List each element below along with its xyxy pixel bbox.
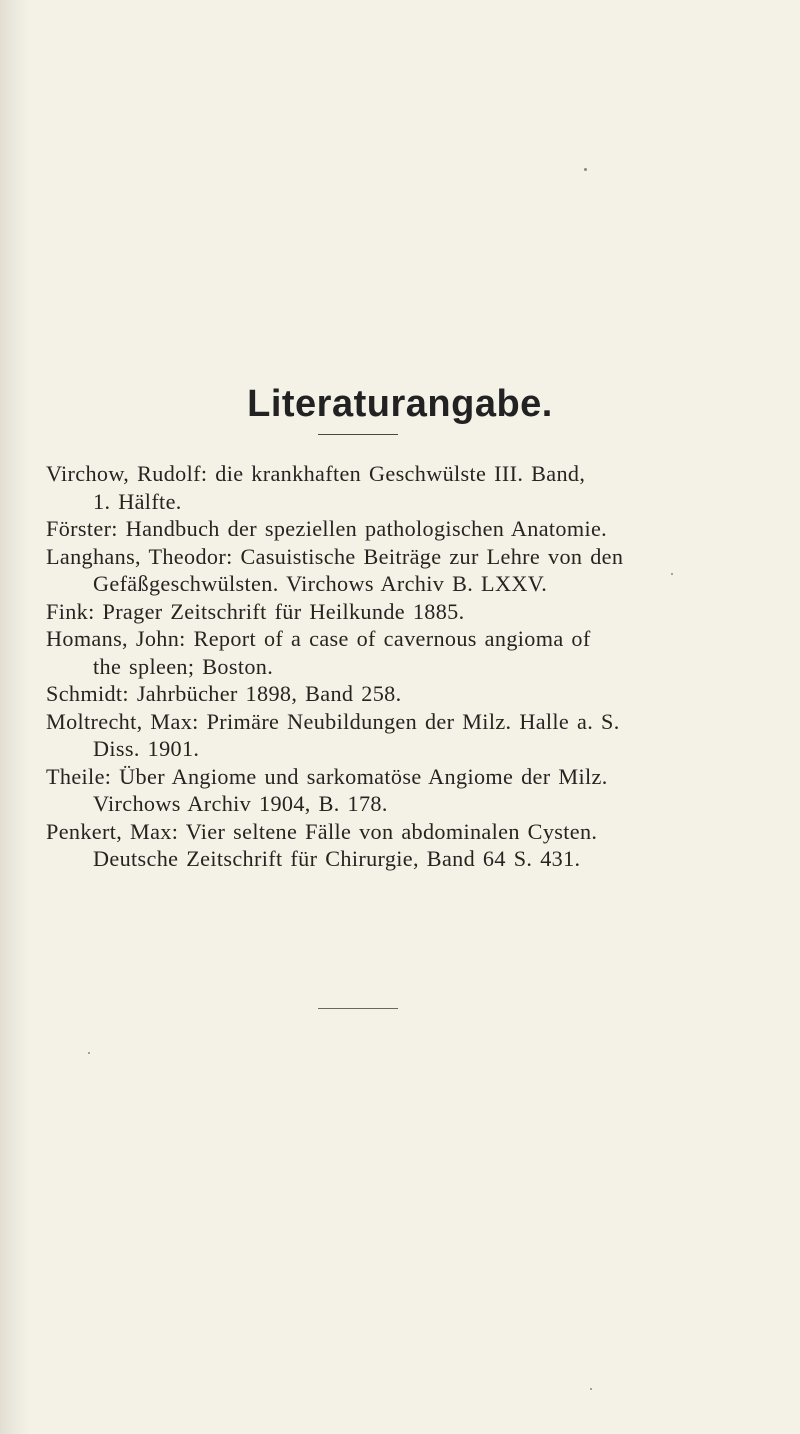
paper-speck <box>590 1388 592 1390</box>
reference-item-schmidt: Schmidt: Jahrbücher 1898, Band 258. <box>46 681 402 706</box>
reference-item-virchow: Virchow, Rudolf: die krankhaften Geschwülste III. Band, 1. Hälfte. <box>46 461 586 514</box>
paper-speck <box>88 1052 90 1054</box>
reference-item-fink: Fink: Prager Zeitschrift für Heilkunde 1885. <box>46 598 465 624</box>
reference-item-penkert: Penkert, Max: Vier seltene Fälle von abdominalen Cysten. Deutsche Zeitschrift für Chirurgie, Band 64 S. 431. <box>46 818 598 871</box>
page-edge-shadow <box>0 0 30 1434</box>
reference-item-theile: Theile: Über Angiome und sarkomatöse Angiome der Milz. Virchows Archiv 1904, B. 178. <box>46 763 608 816</box>
reference-item-homans: Homans, John: Report of a case of cavernous angioma of the spleen; Boston. <box>46 626 591 679</box>
reference-item-foerster: Förster: Handbuch der speziellen pathologischen Anatomie. <box>46 516 608 541</box>
title-divider <box>318 434 398 435</box>
reference-item-langhans: Langhans, Theodor: Casuistische Beiträge zur Lehre von den Gefäßgeschwülsten. Virchows Archiv B. LXXV. <box>46 543 624 596</box>
reference-item-moltrecht: Moltrecht, Max: Primäre Neubildungen der Milz. Halle a. S. Diss. 1901. <box>46 708 620 761</box>
paper-speck <box>671 573 673 575</box>
end-divider <box>318 1008 398 1009</box>
page-title: Literaturangabe. <box>247 383 553 425</box>
paper-speck <box>584 168 587 171</box>
reference-list <box>46 460 766 873</box>
